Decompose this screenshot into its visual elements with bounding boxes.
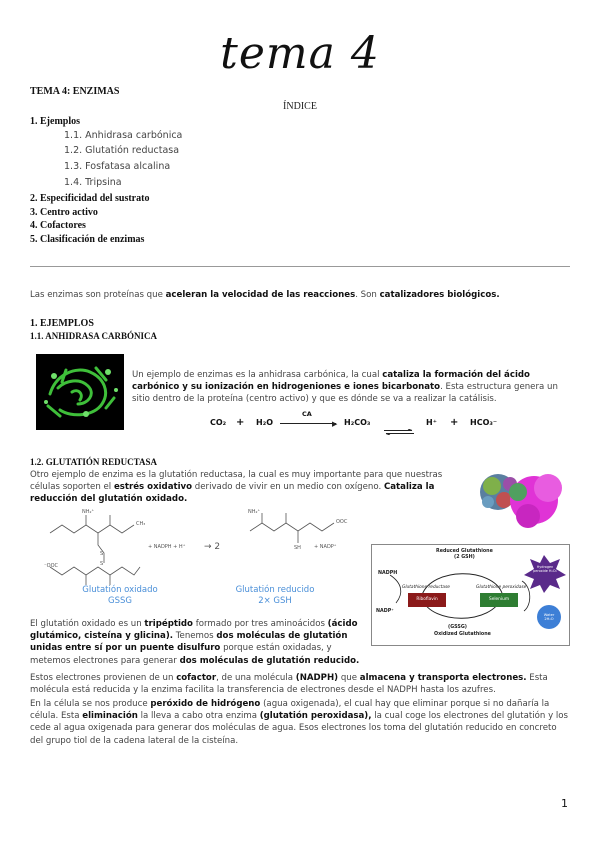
- section-heading-1-1: 1.1. ANHIDRASA CARBÓNICA: [30, 331, 158, 341]
- gsh-label: 2× GSH: [258, 596, 292, 606]
- page-number: 1: [561, 797, 568, 810]
- glutation-paragraph-1: Otro ejemplo de enzima es la glutatión reductasa, la cual es muy importante para que nuestras células soporten el estrés oxidativo derivado de vivir en un medio con oxígeno. Cataliza la reducción del glutatión oxidado.: [30, 470, 443, 505]
- glutation-paragraph-4: En la célula se nos produce peróxido de hidrógeno (agua oxigenada), el cual hay que eliminar porque si no dañaría la célula. Esta eliminación la lleva a cabo otra enzima (glutatión peroxidasa), la cual coge los electrones del glutatión y los cede al agua oxigenada para generar dos moléculas de agua. Esos electrones los toma del glutatión reducido en concreto del grupo tiol de la cadena lateral de la cisteína.: [30, 699, 569, 746]
- eq-h2co3: H₂CO₃: [344, 418, 371, 427]
- cycle-gr-label: Glutathione reductase: [402, 585, 450, 590]
- toc-item-1-3: 1.3. Fosfatasa alcalina: [64, 161, 171, 172]
- eq-h2o: H₂O: [256, 418, 273, 427]
- toc-item-3: 3. Centro activo: [30, 207, 98, 218]
- carbonic-anhydrase-structure-image: [36, 354, 124, 430]
- eq-arrow-head: ▶: [332, 420, 338, 428]
- svg-text:NH₂⁺: NH₂⁺: [248, 509, 261, 515]
- svg-text:OOC: OOC: [336, 519, 348, 525]
- svg-text:CH₃: CH₃: [136, 521, 146, 527]
- eq-h-plus: H⁺: [426, 418, 437, 427]
- eq-equilibrium-arrows: [384, 420, 414, 426]
- svg-text:S: S: [100, 561, 104, 567]
- glutation-paragraph-3: Estos electrones provienen de un cofactor, de una molécula (NADPH) que almacena y transporta electrones. Esta molécula está reducida y la enzima facilita la transferencia de electrones desde el NADPH hasta los azufres.: [30, 673, 548, 696]
- page-title: tema 4: [220, 28, 380, 79]
- toc-item-4: 4. Cofactores: [30, 220, 86, 231]
- cycle-nadp: NADP⁺: [376, 609, 394, 614]
- toc-item-1-2: 1.2. Glutatión reductasa: [64, 145, 180, 156]
- glutation-paragraph-2: El glutatión oxidado es un tripéptido formado por tres aminoácidos (ácido glutámico, cisteína y glicina). Tenemos dos moléculas de glutatión unidas entre sí por un puente disulfuro porque están oxidadas, y metemos electrones para generar dos moléculas de glutatión reducido.: [30, 619, 360, 666]
- cycle-gpx-label: Glutathione peroxidase: [476, 585, 527, 590]
- eq-ca: CA: [302, 410, 312, 418]
- divider: [30, 266, 570, 267]
- toc-item-1-4: 1.4. Tripsina: [64, 177, 122, 188]
- cycle-water-label: Water 2H₂O: [543, 613, 555, 621]
- section-heading-1-2: 1.2. GLUTATIÓN REDUCTASA: [30, 457, 158, 467]
- eq-hco3: HCO₃⁻: [470, 418, 498, 427]
- toc-item-1: 1. Ejemplos: [30, 116, 80, 127]
- cycle-riboflavin-box: Riboflavin: [408, 593, 446, 607]
- eq-arrow: [280, 423, 336, 424]
- index-heading: ÍNDICE: [283, 101, 317, 112]
- toc-item-1-1: 1.1. Anhidrasa carbónica: [64, 130, 183, 141]
- cycle-nadph: NADPH: [378, 571, 398, 576]
- intro-paragraph: Las enzimas son proteínas que aceleran la velocidad de las reacciones. Son catalizadores biológicos.: [30, 290, 500, 300]
- svg-text:NH₂⁺: NH₂⁺: [82, 509, 95, 515]
- section-heading-1: 1. EJEMPLOS: [30, 318, 94, 329]
- toc-item-5: 5. Clasificación de enzimas: [30, 234, 145, 245]
- cycle-top-sub: (2 GSH): [454, 555, 475, 560]
- eq-co2: CO₂: [210, 418, 227, 427]
- gssg-name-label: Glutatión oxidado: [82, 585, 158, 595]
- toc-item-2: 2. Especificidad del sustrato: [30, 193, 150, 204]
- anhidrasa-paragraph: Un ejemplo de enzimas es la anhidrasa carbónica, la cual cataliza la formación del ácido carbónico y su ionización en hidrogeniones e iones bicarbonato. Esta estructura genera un sitio dentro de la proteína (centro activo) y que es dónde se va a realizar la catálisis.: [132, 370, 558, 405]
- glutathione-reaction-diagram: [40, 505, 350, 590]
- eq-plus-2: +: [450, 417, 459, 428]
- gsh-name-label: Glutatión reducido: [235, 585, 315, 595]
- cycle-selenium-box: Selenium: [480, 593, 518, 607]
- cycle-top-label: Reduced Glutathione: [436, 549, 493, 554]
- svg-text:SH: SH: [294, 545, 301, 551]
- glutathione-reductase-structure-image: [474, 462, 568, 532]
- reaction-products: + NADP⁺: [314, 544, 337, 550]
- cycle-bottom-sub: (GSSG): [448, 625, 467, 630]
- reaction-arrow: → 2: [204, 542, 221, 552]
- reaction-reagents: + NADPH + H⁺: [148, 544, 186, 550]
- cycle-h2o2-label: Hydrogen peroxide H₂O₂: [533, 565, 557, 573]
- svg-text:S: S: [100, 551, 104, 557]
- svg-text:⁻OOC: ⁻OOC: [44, 563, 59, 569]
- glutathione-cycle-diagram: [371, 544, 570, 646]
- document-header: TEMA 4: ENZIMAS: [30, 86, 120, 97]
- gssg-label: GSSG: [108, 596, 132, 606]
- cycle-bottom-label: Oxidized Glutathione: [434, 632, 491, 637]
- eq-plus-1: +: [236, 417, 245, 428]
